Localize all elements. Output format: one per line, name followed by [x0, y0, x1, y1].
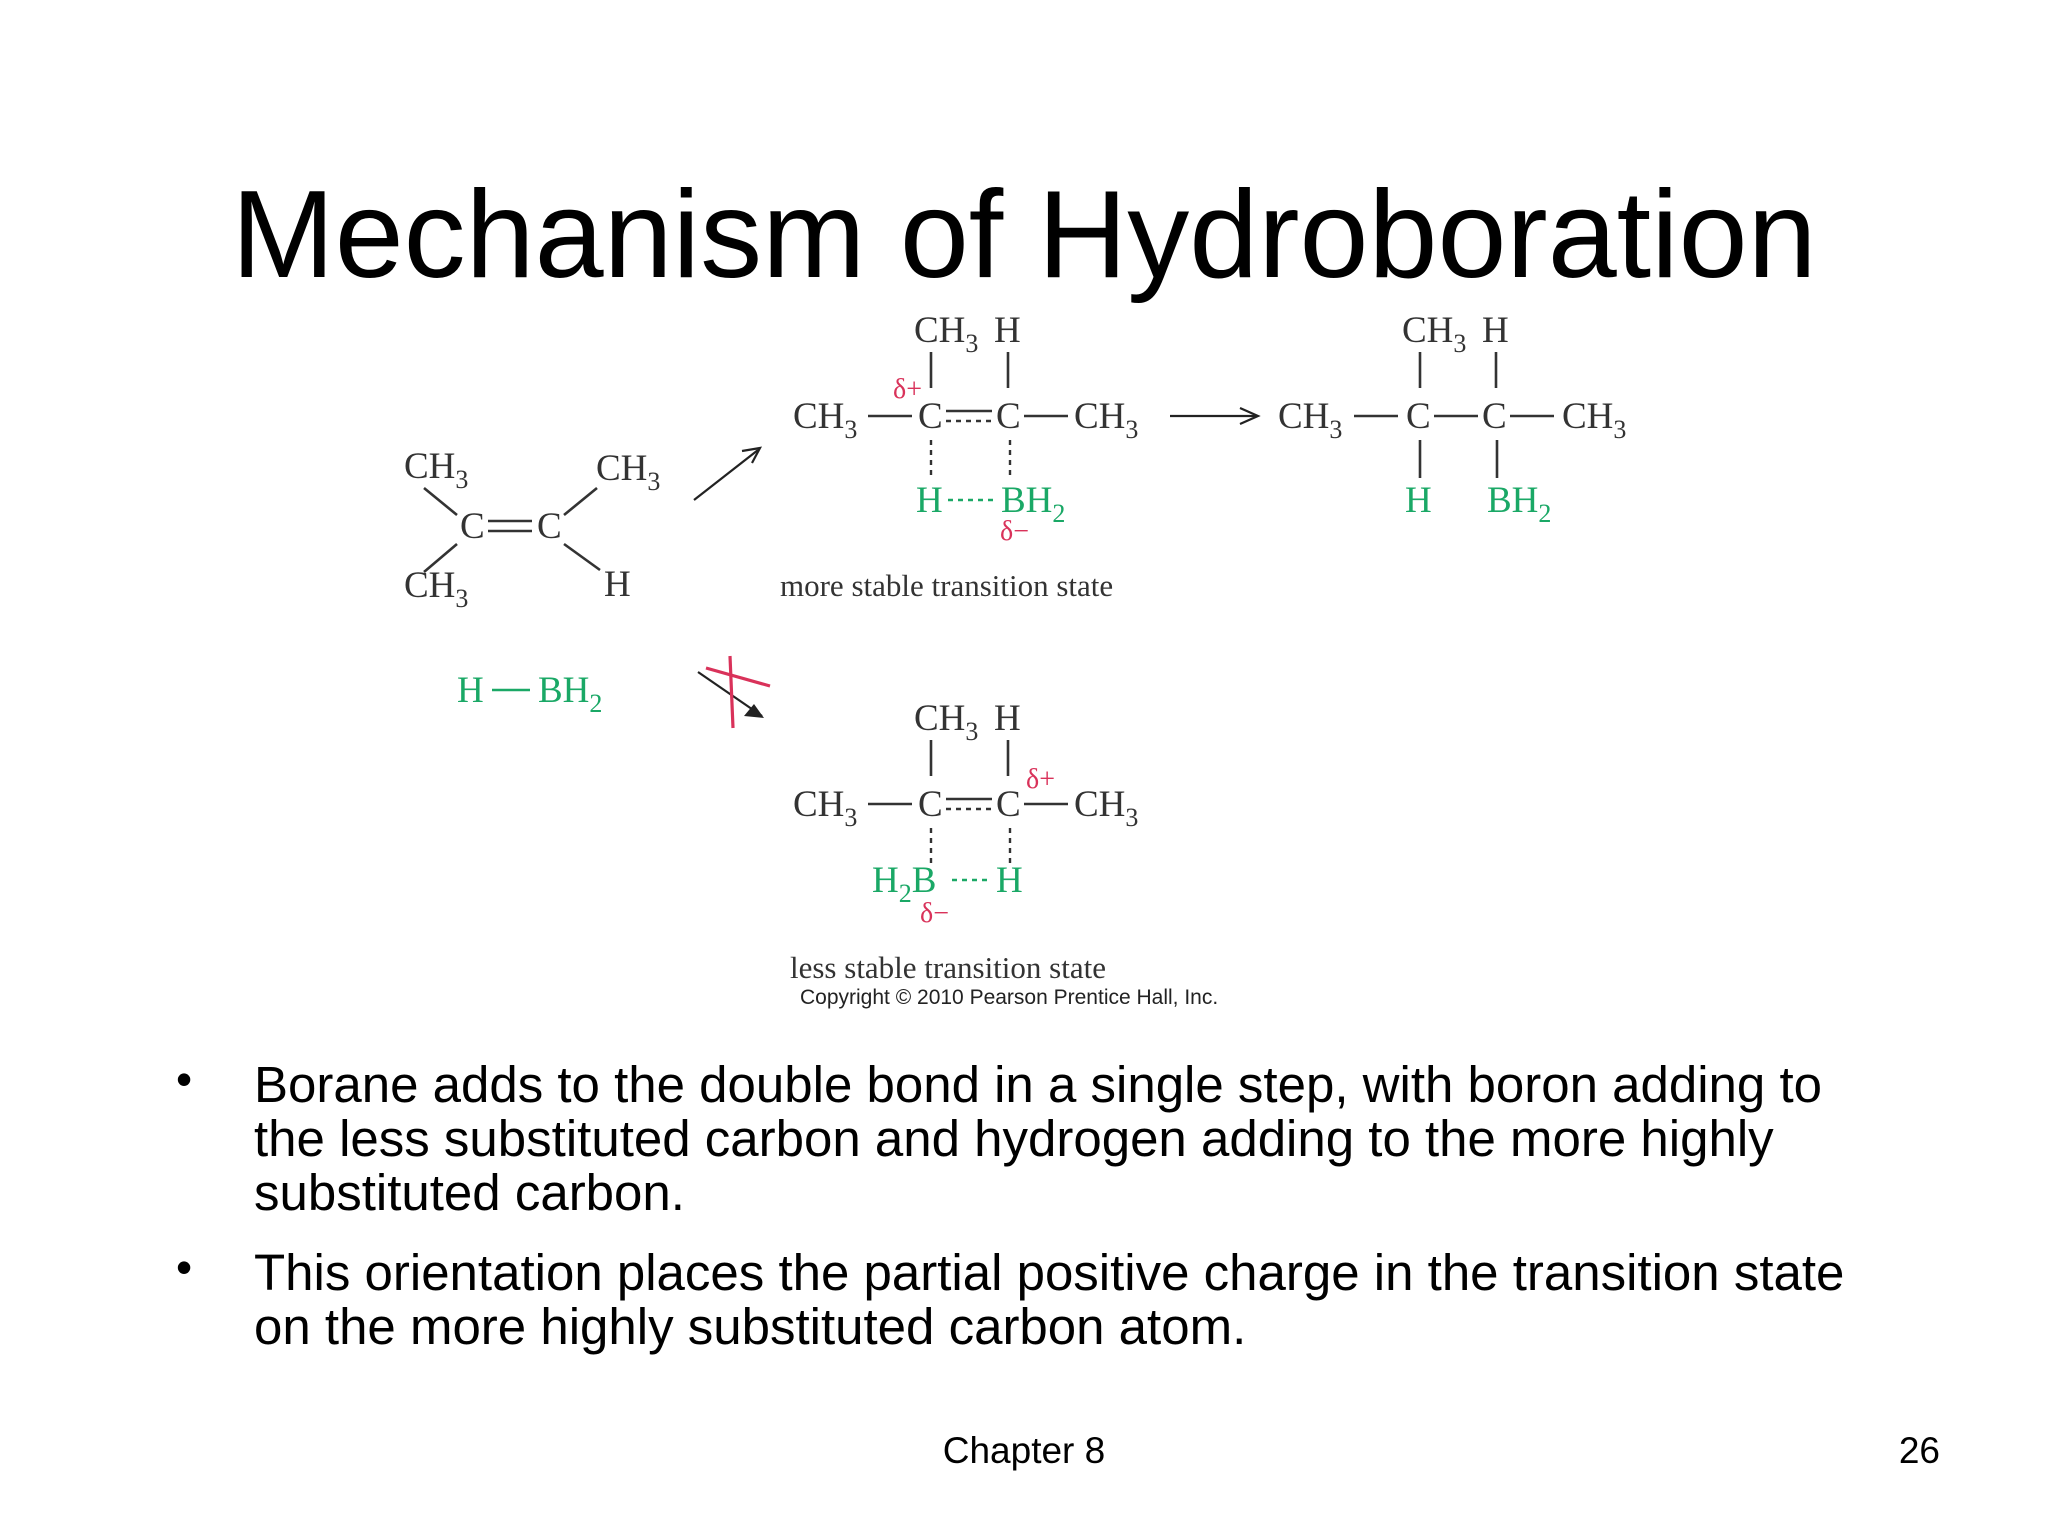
- alkene-molecule: [404, 446, 660, 613]
- ts1-delta-plus: δ+: [893, 374, 922, 405]
- product-carbon-left: C: [1406, 396, 1431, 437]
- ts1-delta-minus: δ−: [1000, 516, 1029, 547]
- ts2-h2b: $H_2B$: [872, 860, 937, 908]
- less-stable-caption: less stable transition state: [790, 950, 1106, 985]
- ts2-delta-plus: δ+: [1026, 764, 1055, 795]
- product-h-bottom: H: [1405, 480, 1432, 521]
- ts2-carbon-right: C: [996, 784, 1021, 825]
- alkene-h: H: [604, 564, 631, 605]
- footer-chapter: Chapter 8: [942, 1430, 1106, 1471]
- ts2-ch3-right: $CH_3$: [1074, 784, 1139, 832]
- product-ch3-top: $CH_3$: [1402, 310, 1467, 358]
- bullet-list: [170, 1053, 1870, 1380]
- bullet-text: Borane adds to the double bond in a single step, with boron adding to the less substituted carbon and hydrogen adding to the more highly substituted carbon.: [254, 1056, 1822, 1221]
- ts1-bh2: $BH_2$: [1001, 480, 1066, 528]
- organoborane-product: [1278, 310, 1626, 528]
- bullet-item: [170, 1053, 1870, 1221]
- ts2-delta-minus: δ−: [920, 898, 949, 929]
- product-carbon-right: C: [1482, 396, 1507, 437]
- more-stable-caption: more stable transition state: [780, 568, 1114, 603]
- alkene-ch3-top-left: $CH_3$: [404, 446, 469, 494]
- page-number: 26: [1898, 1430, 1940, 1471]
- product-h-top: H: [1482, 310, 1509, 351]
- bullet-marker: •: [176, 1053, 193, 1105]
- bullet-item: [170, 1241, 1870, 1355]
- ts1-ch3-top: $CH_3$: [914, 310, 979, 358]
- less-stable-transition-state: [790, 698, 1138, 985]
- ts2-carbon-left: C: [918, 784, 943, 825]
- ts1-h-top: H: [994, 310, 1021, 351]
- borane-bh2: $BH_2$: [538, 670, 603, 718]
- arrow-to-disfavored-ts: [698, 656, 770, 728]
- ts1-ch3-right: $CH_3$: [1074, 396, 1139, 444]
- arrow-to-favored-ts: [694, 448, 760, 500]
- borane-molecule: [457, 670, 602, 718]
- product-ch3-right: $CH_3$: [1562, 396, 1627, 444]
- ts2-ch3-top: $CH_3$: [914, 698, 979, 746]
- ts2-h-bottom: H: [996, 860, 1023, 901]
- bullet-text: This orientation places the partial positive charge in the transition state on the more highly substituted carbon atom.: [254, 1244, 1845, 1355]
- product-ch3-left: $CH_3$: [1278, 396, 1343, 444]
- more-stable-transition-state: [780, 310, 1138, 603]
- copyright-notice: Copyright © 2010 Pearson Prentice Hall, Inc.: [800, 986, 1219, 1009]
- bullet-marker: •: [176, 1241, 193, 1293]
- ts1-ch3-left: $CH_3$: [793, 396, 858, 444]
- product-bh2: $BH_2$: [1487, 480, 1552, 528]
- ts2-ch3-left: $CH_3$: [793, 784, 858, 832]
- slide-title: Mechanism of Hydroboration: [231, 166, 1817, 304]
- ts1-h-bottom: H: [916, 480, 943, 521]
- borane-h: H: [457, 670, 484, 711]
- alkene-carbon-left: C: [460, 506, 485, 547]
- ts1-carbon-right: C: [996, 396, 1021, 437]
- ts1-carbon-left: C: [918, 396, 943, 437]
- ts2-h-top: H: [994, 698, 1021, 739]
- alkene-carbon-right: C: [537, 506, 562, 547]
- alkene-ch3-top-right: $CH_3$: [596, 448, 661, 496]
- arrow-to-product: [1170, 408, 1258, 424]
- alkene-ch3-bottom-left: $CH_3$: [404, 565, 469, 613]
